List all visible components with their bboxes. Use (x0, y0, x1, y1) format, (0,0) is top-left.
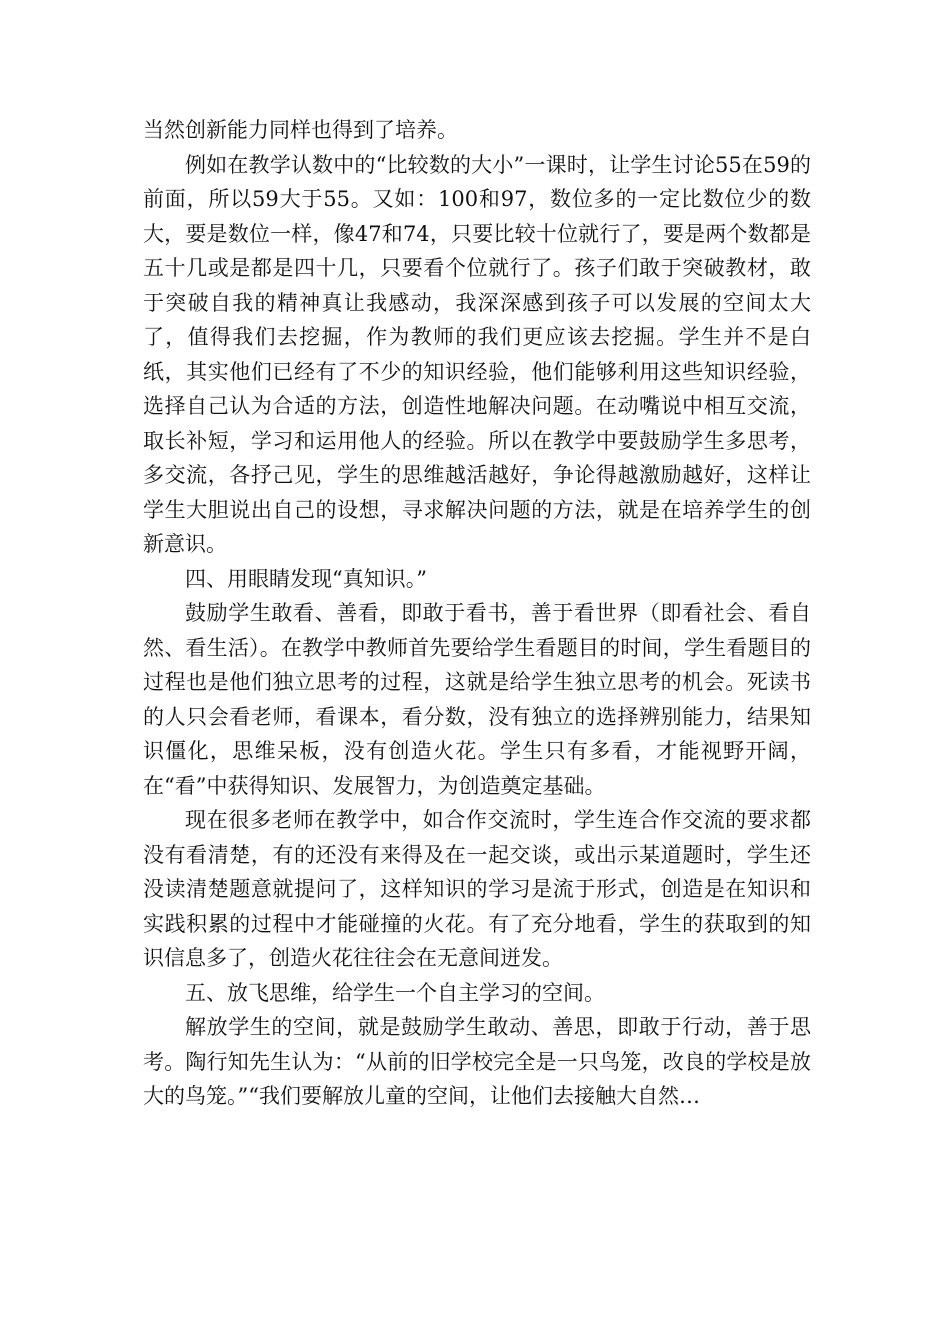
section-heading-five: 五、放飞思维，给学生一个自主学习的空间。 (185, 980, 605, 1005)
section-heading-four: 四、用眼睛发现“真知识。” (185, 566, 427, 591)
paragraph-current-teaching: 现在很多老师在教学中，如合作交流时，学生连合作交流的要求都没有看清楚，有的还没有来得及在一起交谈，或出示某道题时，学生还没读清楚题意就提问了，这样知识的学习是流于形式，创造是在知识和实践积累的过程中才能碰撞的火花。有了充分地看，学生的获取到的知识信息多了，创造火花往往会在无意间迸发。 (143, 808, 811, 970)
paragraph-encourage-looking: 鼓励学生敢看、善看，即敢于看书，善于看世界（即看社会、看自然、看生活）。在教学中教师首先要给学生看题目的时间，学生看题目的过程也是他们独立思考的过程，这就是给学生独立思考的机会。死读书的人只会看老师，看课本，看分数，没有独立的选择辨别能力，结果知识僵化，思维呆板，没有创造火花。学生只有多看，才能视野开阔，在“看”中获得知识、发展智力，为创造奠定基础。 (143, 601, 811, 798)
paragraph-free-space: 解放学生的空间，就是鼓励学生敢动、善思，即敢于行动，善于思考。陶行知先生认为：“从前的旧学校完全是一只鸟笼，改良的学校是放大的鸟笼。”“我们要解放儿童的空间，让他们去接触大自然… (143, 1015, 811, 1108)
body-text (143, 113, 811, 1114)
paragraph-example: 例如在教学认数中的“比较数的大小”一课时，让学生讨论55在59的前面，所以59大于55。又如：100和97，数位多的一定比数位少的数大，要是数位一样，像47和74，只要比较十位就行了，要是两个数都是五十几或是都是四十几，只要看个位就行了。孩子们敢于突破教材，敢于突破自我的精神真让我感动，我深深感到孩子可以发展的空间太大了，值得我们去挖掘，作为教师的我们更应该去挖掘。学生并不是白纸，其实他们已经有了不少的知识经验，他们能够利用这些知识经验，选择自己认为合适的方法，创造性地解决问题。在动嘴说中相互交流，取长补短，学习和运用他人的经验。所以在教学中要鼓励学生多思考，多交流，各抒己见，学生的思维越活越好，争论得越激励越好，这样让学生大胆说出自己的设想，寻求解决问题的方法，就是在培养学生的创新意识。 (143, 152, 811, 556)
paragraph-continuation: 当然创新能力同样也得到了培养。 (143, 118, 458, 142)
